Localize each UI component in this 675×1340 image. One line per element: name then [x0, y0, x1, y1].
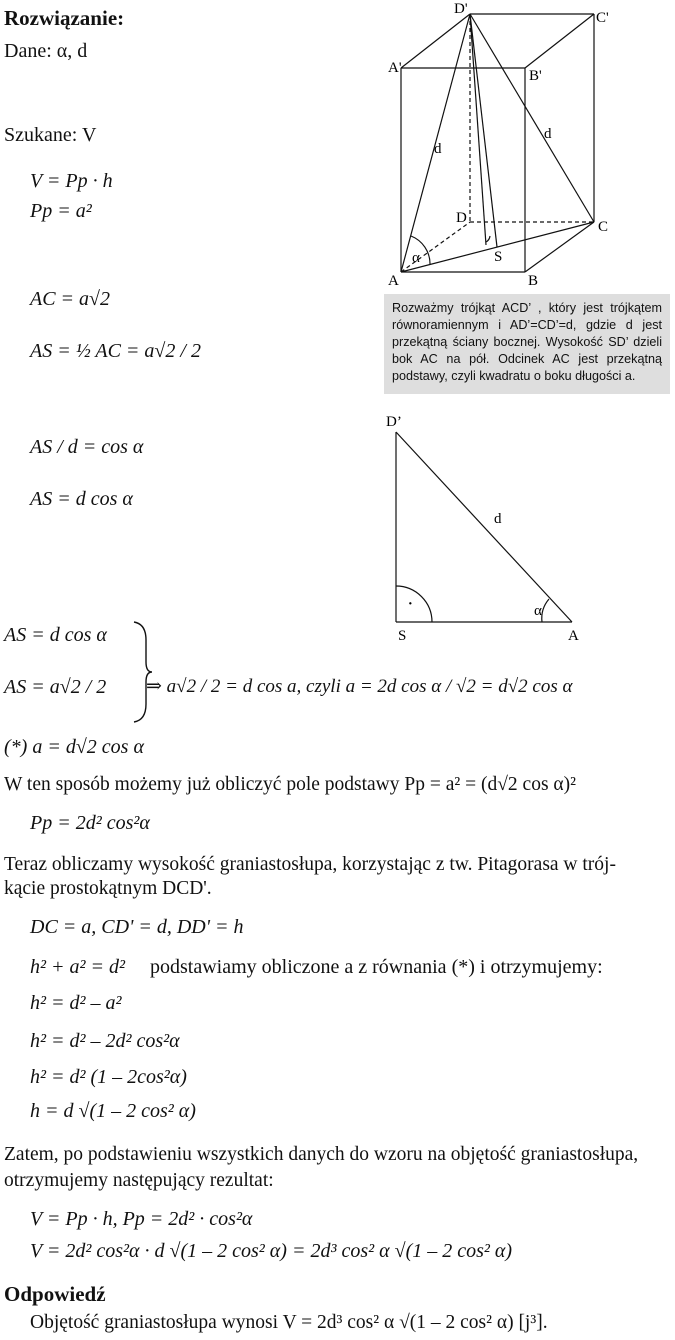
label-b-prime: B': [529, 68, 542, 84]
label-alpha: α: [412, 250, 420, 266]
eq-h2-1: h² = d² – a²: [30, 992, 122, 1014]
label-d-prime: D': [454, 1, 468, 17]
tri-label-alpha: α: [534, 603, 542, 619]
tri-label-d-prime: D’: [386, 414, 402, 430]
triangle-diagram: [384, 410, 600, 646]
pythagoras-text-2: kącie prostokątnym DCD'.: [4, 878, 212, 899]
star-equation: (*) a = d√2 cos α: [4, 736, 144, 758]
label-d-left: d: [434, 141, 442, 157]
sought-line: Szukane: V: [4, 124, 97, 146]
summary-line-2: otrzymujemy następujący rezultat:: [4, 1170, 274, 1191]
eq-h-a-d: h² + a² = d²: [30, 956, 125, 978]
answer-text: Objętość graniastosłupa wynosi V = 2d³ cos² α √(1 – 2 cos² α) [j³].: [30, 1312, 548, 1333]
as-over-d-formula: AS / d = cos α: [30, 436, 144, 458]
system-result: ⇒ a√2 / 2 = d cos a, czyli a = 2d cos α / √2 = d√2 cos α: [146, 676, 573, 697]
tri-label-s: S: [398, 628, 407, 644]
as-d-cos-formula: AS = d cos α: [30, 488, 133, 510]
summary-line-1: Zatem, po podstawieniu wszystkich danych do wzoru na objętość graniastosłupa,: [4, 1144, 639, 1165]
final-line-2: V = 2d² cos²α · d √(1 – 2 cos² α) = 2d³ cos² α √(1 – 2 cos² α): [30, 1240, 513, 1262]
pp-result: Pp = 2d² cos²α: [30, 812, 150, 834]
label-a-prime: A': [388, 60, 402, 76]
tri-right-angle-dot: ·: [407, 593, 414, 615]
brace-icon: [130, 620, 154, 724]
eq-h2-3: h² = d² (1 – 2cos²α): [30, 1066, 187, 1088]
volume-formula: V = Pp · h: [30, 170, 113, 192]
eq-h: h = d √(1 – 2 cos² α): [30, 1100, 196, 1122]
label-d: D: [456, 210, 467, 226]
base-area-text: W ten sposób możemy już obliczyć pole podstawy Pp = a² = (d√2 cos α)²: [4, 774, 576, 795]
prism-diagram: [384, 0, 630, 290]
explanation-note: Rozważmy trójkąt ACD’ , który jest trójkątem równoramiennym i AD’=CD’=d, gdzie d jest przekątną ściany bocznej. Wysokość SD’ dzieli bok AC na pół. Odcinek AC jest przekątną podstawy, czyli kwadratu o boku długości a.: [384, 294, 670, 394]
label-c-prime: C': [596, 10, 609, 26]
ac-formula: AC = a√2: [30, 288, 111, 310]
eq-h2-2: h² = d² – 2d² cos²α: [30, 1030, 180, 1052]
system-line-1: AS = d cos α: [4, 624, 107, 646]
final-line-1: V = Pp · h, Pp = 2d² · cos²α: [30, 1208, 253, 1230]
label-b: B: [528, 273, 539, 289]
label-s: S: [494, 249, 503, 265]
eq-h-a-d-note: podstawiamy obliczone a z równania (*) i otrzymujemy:: [150, 956, 603, 978]
base-area-formula: Pp = a²: [30, 200, 92, 222]
tri-label-a: A: [568, 628, 579, 644]
system-line-2: AS = a√2 / 2: [4, 676, 107, 698]
tri-label-d: d: [494, 511, 502, 527]
label-a: A: [388, 273, 399, 289]
edges-equation: DC = a, CD' = d, DD' = h: [30, 916, 244, 938]
label-c: C: [598, 219, 609, 235]
solution-heading: Rozwiązanie:: [4, 6, 125, 30]
label-d-right: d: [544, 126, 552, 142]
given-line: Dane: α, d: [4, 40, 88, 62]
pythagoras-text-1: Teraz obliczamy wysokość graniastosłupa, korzystając z tw. Pitagorasa w trój-: [4, 854, 616, 875]
answer-heading: Odpowiedź: [4, 1282, 106, 1306]
as-half-formula: AS = ½ AC = a√2 / 2: [30, 340, 201, 362]
